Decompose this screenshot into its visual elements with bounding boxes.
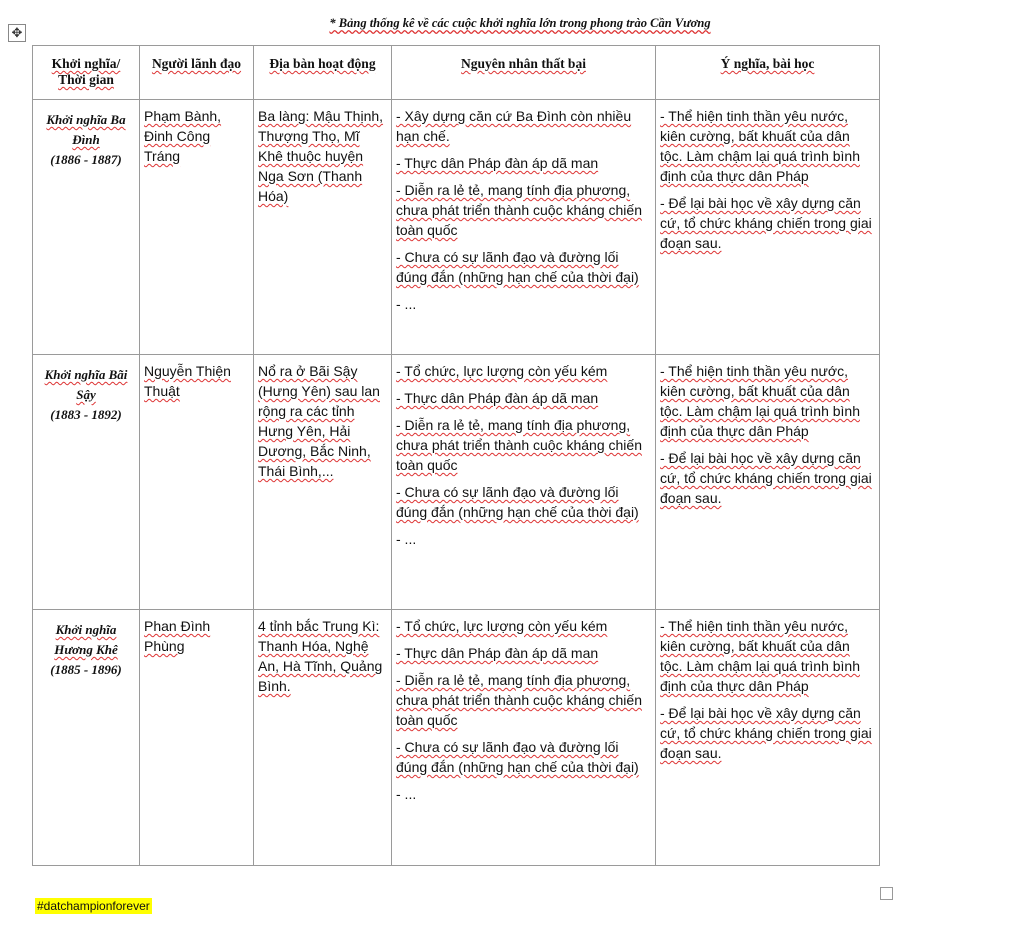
area-cell: Ba làng: Mậu Thịnh, Thượng Thọ, Mĩ Khê thuộc huyện Nga Sơn (Thanh Hóa) — [254, 100, 392, 355]
cause-item: - Chưa có sự lãnh đạo và đường lối đúng đắn (những hạn chế của thời đại) — [396, 484, 639, 520]
leader-cell: Phạm Bành, Đinh Công Tráng — [140, 100, 254, 355]
table-row — [33, 610, 880, 866]
area-cell: 4 tỉnh bắc Trung Kì: Thanh Hóa, Nghệ An, Hà Tĩnh, Quảng Bình. — [254, 610, 392, 866]
uprising-cell — [33, 355, 140, 610]
uprising-time: (1886 - 1887) — [50, 152, 122, 167]
uprising-time: (1883 - 1892) — [50, 407, 122, 422]
area-cell: Nổ ra ở Bãi Sậy (Hưng Yên) sau lan rộng ra các tỉnh Hưng Yên, Hải Dương, Bắc Ninh, Thái Bình,... — [254, 355, 392, 610]
meaning-item: - Thể hiện tinh thần yêu nước, kiên cường, bất khuất của dân tộc. Làm chậm lại quá trình bình định của thực dân Pháp — [660, 363, 860, 439]
cause-item: - ... — [396, 531, 417, 547]
cause-item: - Xây dựng căn cứ Ba Đình còn nhiều hạn chế. — [396, 108, 632, 144]
cause-item: - Thực dân Pháp đàn áp dã man — [396, 155, 599, 171]
uprising-time: (1885 - 1896) — [50, 662, 122, 677]
cause-item: - ... — [396, 296, 417, 312]
cause-item: - Tổ chức, lực lượng còn yếu kém — [396, 363, 608, 379]
hashtag: #datchampionforever — [37, 899, 150, 913]
cause-item: - Tổ chức, lực lượng còn yếu kém — [396, 618, 608, 634]
meaning-item: - Để lại bài học về xây dựng căn cứ, tổ chức kháng chiến trong giai đoạn sau. — [660, 705, 872, 761]
causes-cell — [392, 610, 656, 866]
cause-item: - Thực dân Pháp đàn áp dã man — [396, 645, 599, 661]
table-row — [33, 100, 880, 355]
meaning-cell — [656, 355, 880, 610]
cause-item: - Diễn ra lẻ tẻ, mang tính địa phương, chưa phát triển thành cuộc kháng chiến toàn quốc — [396, 417, 642, 473]
cause-item: - Thực dân Pháp đàn áp dã man — [396, 390, 599, 406]
table-move-handle[interactable] — [8, 24, 26, 42]
header-failure-causes: Nguyên nhân thất bại — [392, 46, 656, 100]
causes-cell — [392, 355, 656, 610]
table-row — [33, 355, 880, 610]
leader-cell: Phan Đình Phùng — [140, 610, 254, 866]
leader-cell: Nguyễn Thiện Thuật — [140, 355, 254, 610]
header-meaning-lessons: Ý nghĩa, bài học — [656, 46, 880, 100]
uprising-name: Khởi nghĩa Hương Khê — [54, 622, 118, 657]
uprising-name: Khởi nghĩa Bãi Sậy — [44, 367, 128, 402]
uprising-cell — [33, 610, 140, 866]
document-title: * Bảng thống kê về các cuộc khởi nghĩa lớn trong phong trào Cần Vương — [329, 16, 711, 30]
uprising-name: Khởi nghĩa Ba Đình — [46, 112, 126, 147]
meaning-cell — [656, 610, 880, 866]
cause-item: - ... — [396, 786, 417, 802]
meaning-item: - Để lại bài học về xây dựng căn cứ, tổ chức kháng chiến trong giai đoạn sau. — [660, 195, 872, 251]
meaning-item: - Thể hiện tinh thần yêu nước, kiên cường, bất khuất của dân tộc. Làm chậm lại quá trình bình định của thực dân Pháp — [660, 618, 860, 694]
move-arrows-icon: ✥ — [11, 25, 23, 41]
cause-item: - Diễn ra lẻ tẻ, mang tính địa phương, chưa phát triển thành cuộc kháng chiến toàn quốc — [396, 182, 642, 238]
cause-item: - Diễn ra lẻ tẻ, mang tính địa phương, chưa phát triển thành cuộc kháng chiến toàn quốc — [396, 672, 642, 728]
header-area: Địa bàn hoạt động — [254, 46, 392, 100]
uprising-cell — [33, 100, 140, 355]
cause-item: - Chưa có sự lãnh đạo và đường lối đúng đắn (những hạn chế của thời đại) — [396, 249, 639, 285]
meaning-item: - Để lại bài học về xây dựng căn cứ, tổ chức kháng chiến trong giai đoạn sau. — [660, 450, 872, 506]
meaning-item: - Thể hiện tinh thần yêu nước, kiên cường, bất khuất của dân tộc. Làm chậm lại quá trình bình định của thực dân Pháp — [660, 108, 860, 184]
table-header-row — [33, 46, 880, 100]
uprisings-table — [32, 45, 880, 866]
table-resize-handle[interactable] — [880, 887, 893, 900]
header-leader: Người lãnh đạo — [140, 46, 254, 100]
cause-item: - Chưa có sự lãnh đạo và đường lối đúng đắn (những hạn chế của thời đại) — [396, 739, 639, 775]
causes-cell — [392, 100, 656, 355]
meaning-cell — [656, 100, 880, 355]
header-uprising-time: Khởi nghĩa/ Thời gian — [33, 46, 140, 100]
